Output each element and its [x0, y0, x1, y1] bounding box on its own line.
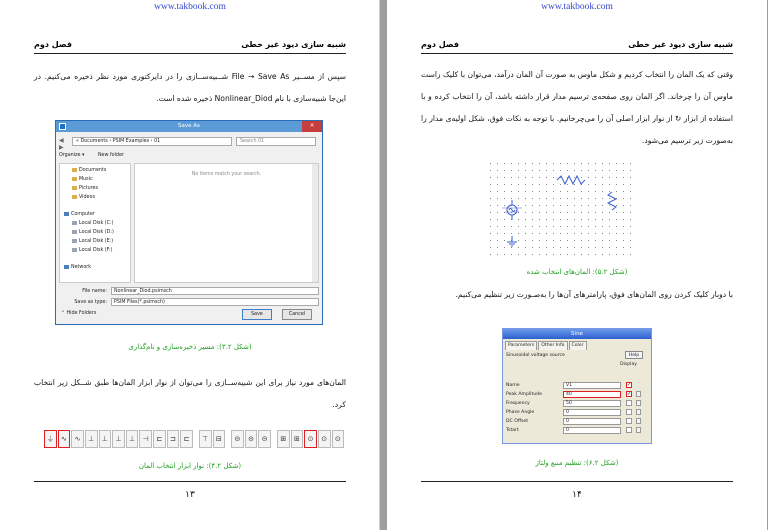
disk-icon	[72, 230, 77, 234]
tree-item-disk-e[interactable]: Local Disk (E:)	[64, 237, 130, 246]
diode-icon[interactable]: ⊥	[112, 430, 125, 448]
display-checkbox[interactable]	[626, 409, 632, 415]
tab-color[interactable]: Color	[569, 341, 587, 350]
page-number: ۱۴	[572, 490, 582, 500]
tab-other-info[interactable]: Other Info	[538, 341, 567, 350]
ground-icon[interactable]: ⏚	[44, 430, 57, 448]
paragraph: المان‌های مورد نیاز برای این شبیه‌ســازی را می‌توان از نوار ابزار المان‌ها طبق شــکل زیر انتخاب کرد.	[34, 378, 346, 409]
param-input[interactable]: 40	[563, 391, 621, 398]
tree-item-documents[interactable]: Documents	[64, 166, 130, 175]
circuit-schematic	[487, 160, 637, 260]
param-input[interactable]: 0	[563, 409, 621, 416]
right-page	[387, 0, 767, 530]
file-list[interactable]	[134, 163, 319, 283]
probe-icon[interactable]: ⊞	[277, 430, 290, 448]
folder-icon	[72, 186, 77, 190]
dialog-title: Sine	[503, 329, 651, 339]
header-chapter: فصل دوم	[421, 40, 459, 49]
page-header	[34, 40, 346, 54]
figure-caption: (شکل ۳.۲): مسیر ذخیره‌سازی و نام‌گذاری	[128, 343, 252, 351]
diode-icon[interactable]: ⊥	[126, 430, 139, 448]
scrollbar[interactable]	[312, 164, 318, 282]
param-row	[506, 427, 648, 435]
transistor-icon[interactable]: ⊐	[167, 430, 180, 448]
app-icon	[59, 123, 66, 130]
param-label: DC Offset	[506, 419, 529, 424]
param-input[interactable]: V1	[563, 382, 621, 389]
page-header	[421, 40, 733, 54]
capacitor-icon[interactable]: ⊥	[99, 430, 112, 448]
meter-icon[interactable]: ⊤	[199, 430, 212, 448]
param-row	[506, 400, 648, 408]
current-source-icon[interactable]: ⊙	[332, 430, 345, 448]
network-icon	[64, 265, 69, 269]
page-edge	[379, 0, 380, 530]
file-name-label: File name:	[82, 289, 107, 294]
source-icon[interactable]: ⊝	[258, 430, 271, 448]
tab-bar	[505, 341, 588, 349]
header-title: شبیه سازی دیود غیر خطی	[628, 40, 733, 49]
param-input[interactable]: 50	[563, 400, 621, 407]
help-button[interactable]: Help	[625, 351, 643, 359]
search-input[interactable]: Search 01	[236, 137, 316, 146]
display-checkbox[interactable]	[626, 418, 632, 424]
save-type-row	[59, 298, 319, 307]
inductor-icon[interactable]: ∿	[71, 430, 84, 448]
tree-item-disk-f[interactable]: Local Disk (F:)	[64, 246, 130, 255]
tab-parameters[interactable]: Parameters	[505, 341, 537, 350]
organize-button[interactable]: Organize ▾	[59, 153, 85, 158]
save-as-dialog	[55, 120, 323, 325]
param-row	[506, 409, 648, 417]
tree-item-disk-c[interactable]: Local Disk (C:)	[64, 219, 130, 228]
save-button[interactable]: Save	[242, 309, 272, 320]
tree-item-videos[interactable]: Videos	[64, 193, 130, 202]
close-icon[interactable]: ✕	[302, 121, 322, 132]
figure-caption: (شکل ۴.۲): نوار ابزار انتخاب المان	[138, 462, 242, 470]
dialog-toolbar	[59, 151, 319, 161]
transistor-icon[interactable]: ⊏	[180, 430, 193, 448]
arrow-icon[interactable]	[636, 418, 641, 424]
folder-icon	[72, 168, 77, 172]
address-bar[interactable]: « Documents › PSIM Examples › 01	[72, 137, 232, 146]
paragraph: با دوبار کلیک کردن روی المان‌های فوق، پارامترهای آن‌ها را به‌صـورت زیر تنظیم می‌کنیم.	[455, 290, 733, 299]
sine-source-icon[interactable]: ⊙	[304, 430, 317, 448]
disk-icon	[72, 248, 77, 252]
param-input[interactable]: 0	[563, 427, 621, 434]
param-label: Peak Amplitude	[506, 392, 542, 397]
param-row	[506, 382, 648, 390]
paragraph: سپس از مســیر File → Save As شــبیه‌ســازی را در دایرکتوری مورد نظر ذخیره می‌کنیم. در این‌جا شبیه‌سازی با نام Nonlinear_Diod ذخیره شده است.	[34, 72, 346, 103]
figure-caption: (شکل ۵.۲): المان‌های انتخاب شده	[526, 268, 628, 276]
param-label: Phase Angle	[506, 410, 535, 415]
resistor-symbol	[557, 176, 585, 184]
display-checkbox[interactable]	[626, 400, 632, 406]
folder-icon	[72, 195, 77, 199]
param-label: Frequency	[506, 401, 530, 406]
source-description: Sinusoidal voltage source	[506, 353, 565, 358]
page-number: ۱۳	[185, 490, 195, 500]
meter-icon[interactable]: ⊟	[213, 430, 226, 448]
footer-rule	[421, 481, 733, 482]
tree-item-computer[interactable]: Computer	[64, 210, 130, 219]
empty-message: No items match your search.	[191, 172, 262, 177]
param-row	[506, 418, 648, 426]
capacitor-icon[interactable]: ⊥	[85, 430, 98, 448]
arrow-icon[interactable]	[636, 400, 641, 406]
disk-icon	[72, 239, 77, 243]
folder-icon	[72, 177, 77, 181]
site-url[interactable]: www.takbook.com	[154, 2, 226, 12]
footer-rule	[34, 481, 346, 482]
switch-icon[interactable]: ⊣	[139, 430, 152, 448]
back-forward-icon[interactable]: ◀ ▶	[59, 137, 64, 151]
current-source-icon[interactable]: ⊙	[318, 430, 331, 448]
param-row	[506, 391, 648, 399]
dialog-title: Save As	[178, 123, 200, 129]
display-checkbox[interactable]	[626, 427, 632, 433]
file-name-input[interactable]: Nonlinear_Diod.psimsch	[111, 287, 319, 295]
file-name-row	[59, 287, 319, 296]
save-type-select[interactable]: PSIM Files(*.psimsch)	[111, 298, 319, 306]
probe-icon[interactable]: ⊞	[291, 430, 304, 448]
display-checkbox[interactable]	[626, 382, 632, 388]
paragraph: وقتی که یک المان را انتخاب کردیم و شکل ماوس به صورت آن المان درآمد، می‌توان با کلیک راست ماوس آن را چرخاند. اگر المان روی صفحه‌ی ترسیم مدار قرار داشته باشد، آن را انتخاب کرده و با استفاده از ابزار ↻ از نوار ابزار اصلی آن را می‌چرخانیم. با توجه به نکات فوق، شکل اولیه‌ی مدار را به‌صورت زیر ترسیم می‌شود.	[421, 70, 733, 145]
display-checkbox[interactable]	[626, 391, 632, 397]
cancel-button[interactable]: Cancel	[282, 309, 312, 320]
disk-icon	[72, 221, 77, 225]
param-label: Tstart	[506, 428, 519, 433]
new-folder-button[interactable]: New folder	[97, 153, 124, 158]
param-label: Name	[506, 383, 520, 388]
arrow-icon[interactable]	[636, 427, 641, 433]
folder-tree	[59, 163, 131, 283]
dialog-titlebar	[56, 121, 322, 132]
tree-item-network[interactable]: Network	[64, 263, 130, 272]
site-url[interactable]: www.takbook.com	[541, 2, 613, 12]
source-icon[interactable]: ⊝	[231, 430, 244, 448]
tree-item-disk-d[interactable]: Local Disk (D:)	[64, 228, 130, 237]
sine-dialog	[502, 328, 652, 444]
header-chapter: فصل دوم	[34, 40, 72, 49]
left-page	[0, 0, 380, 530]
param-input[interactable]: 0	[563, 418, 621, 425]
source-icon[interactable]: ⊝	[245, 430, 258, 448]
tree-item-pictures[interactable]: Pictures	[64, 184, 130, 193]
tree-item-music[interactable]: Music	[64, 175, 130, 184]
arrow-icon[interactable]	[636, 391, 641, 397]
hide-folders-button[interactable]: ⌃ Hide Folders	[61, 311, 97, 316]
arrow-icon[interactable]	[636, 409, 641, 415]
ground-symbol	[507, 236, 517, 246]
header-title: شبیه سازی دیود غیر خطی	[241, 40, 346, 49]
save-type-label: Save as type:	[74, 300, 107, 305]
transistor-icon[interactable]: ⊏	[153, 430, 166, 448]
computer-icon	[64, 212, 69, 216]
display-label: Display	[620, 362, 637, 367]
element-toolbar	[44, 428, 344, 450]
resistor-icon[interactable]: ∿	[58, 430, 71, 448]
resistor-symbol	[608, 192, 616, 210]
figure-caption: (شکل ۶.۲): تنظیم منبع ولتاژ	[535, 459, 619, 467]
